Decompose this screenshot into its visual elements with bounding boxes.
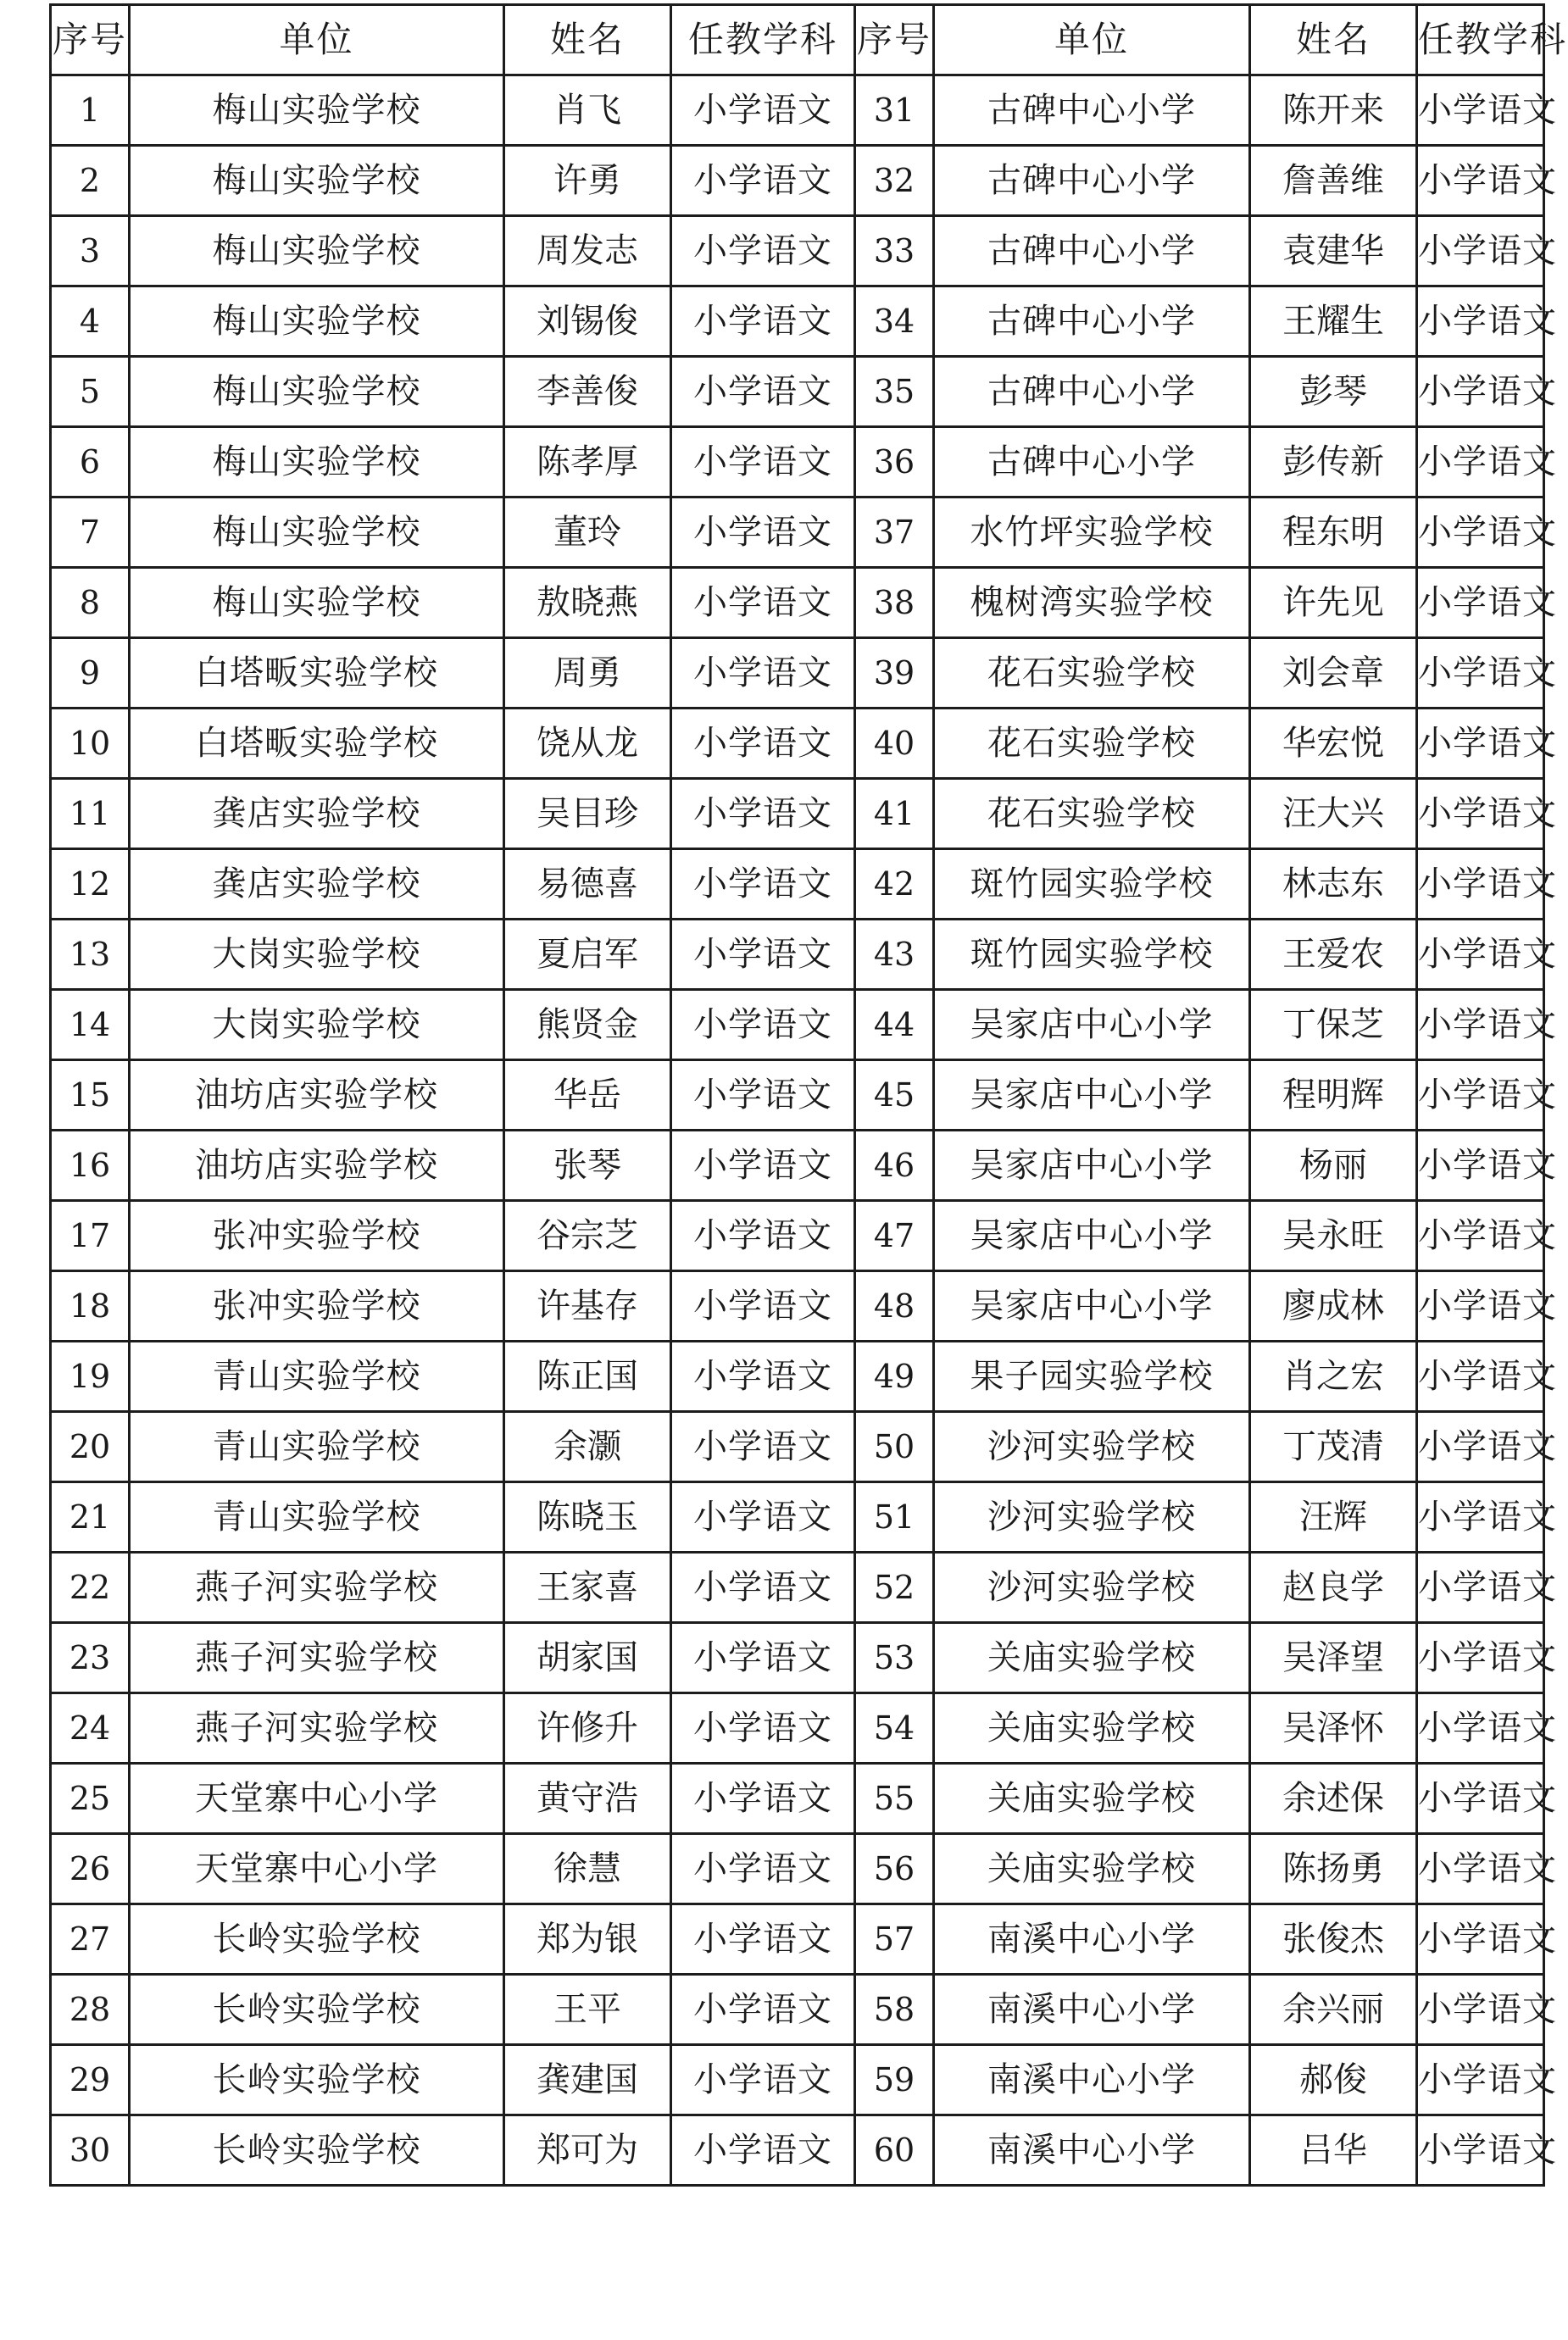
cell-index-right: 40 [855,709,934,779]
cell-unit-left: 龚店实验学校 [130,849,504,920]
cell-name-right: 林志东 [1250,849,1417,920]
cell-subject-left: 小学语文 [671,146,855,216]
cell-name-left: 徐慧 [504,1834,671,1904]
cell-index-right: 45 [855,1060,934,1131]
cell-subject-right: 小学语文 [1417,357,1544,427]
cell-unit-left: 长岭实验学校 [130,2115,504,2186]
cell-subject-left: 小学语文 [671,1482,855,1553]
cell-subject-right: 小学语文 [1417,1482,1544,1553]
cell-subject-left: 小学语文 [671,1693,855,1764]
cell-name-left: 周勇 [504,638,671,709]
cell-unit-right: 吴家店中心小学 [934,1131,1250,1201]
teacher-roster-sheet [49,3,1568,2187]
cell-name-right: 肖之宏 [1250,1342,1417,1412]
cell-name-right: 吴泽望 [1250,1623,1417,1693]
cell-name-right: 袁建华 [1250,216,1417,286]
cell-index-right: 33 [855,216,934,286]
cell-subject-left: 小学语文 [671,1623,855,1693]
cell-index-right: 56 [855,1834,934,1904]
table-row [51,2045,1544,2115]
cell-name-left: 夏启军 [504,920,671,990]
cell-name-right: 程东明 [1250,497,1417,568]
cell-name-right: 程明辉 [1250,1060,1417,1131]
cell-name-left: 董玲 [504,497,671,568]
cell-name-left: 易德喜 [504,849,671,920]
cell-index-right: 41 [855,779,934,849]
header-subject-right: 任教学科 [1417,5,1544,75]
table-row [51,427,1544,497]
cell-unit-right: 古碑中心小学 [934,357,1250,427]
cell-index-right: 53 [855,1623,934,1693]
cell-index-right: 54 [855,1693,934,1764]
cell-name-left: 陈晓玉 [504,1482,671,1553]
cell-unit-left: 梅山实验学校 [130,286,504,357]
cell-unit-left: 大岗实验学校 [130,920,504,990]
cell-unit-left: 长岭实验学校 [130,1904,504,1975]
cell-subject-right: 小学语文 [1417,849,1544,920]
cell-subject-left: 小学语文 [671,990,855,1060]
cell-index-left: 27 [51,1904,130,1975]
cell-subject-right: 小学语文 [1417,990,1544,1060]
table-row [51,1623,1544,1693]
cell-subject-right: 小学语文 [1417,1834,1544,1904]
cell-unit-left: 青山实验学校 [130,1412,504,1482]
cell-unit-right: 南溪中心小学 [934,1975,1250,2045]
cell-name-left: 郑可为 [504,2115,671,2186]
cell-unit-left: 张冲实验学校 [130,1271,504,1342]
cell-index-left: 24 [51,1693,130,1764]
cell-unit-right: 关庙实验学校 [934,1693,1250,1764]
cell-name-left: 张琴 [504,1131,671,1201]
cell-subject-right: 小学语文 [1417,1412,1544,1482]
header-index-left: 序号 [51,5,130,75]
cell-unit-right: 古碑中心小学 [934,146,1250,216]
table-row [51,1271,1544,1342]
cell-index-left: 13 [51,920,130,990]
cell-index-left: 29 [51,2045,130,2115]
table-row [51,990,1544,1060]
cell-name-right: 汪辉 [1250,1482,1417,1553]
table-row [51,779,1544,849]
cell-name-right: 吴泽怀 [1250,1693,1417,1764]
header-name-left: 姓名 [504,5,671,75]
cell-name-right: 丁保芝 [1250,990,1417,1060]
cell-subject-left: 小学语文 [671,1342,855,1412]
cell-unit-right: 槐树湾实验学校 [934,568,1250,638]
cell-name-left: 许基存 [504,1271,671,1342]
cell-name-left: 吴目珍 [504,779,671,849]
cell-index-right: 59 [855,2045,934,2115]
cell-subject-right: 小学语文 [1417,286,1544,357]
cell-name-right: 廖成林 [1250,1271,1417,1342]
teacher-roster-table [49,3,1568,2187]
cell-index-left: 28 [51,1975,130,2045]
cell-index-left: 19 [51,1342,130,1412]
roster-body [51,75,1557,2186]
cell-subject-right: 小学语文 [1417,638,1544,709]
cell-name-right: 华宏悦 [1250,709,1417,779]
cell-name-right: 许先见 [1250,568,1417,638]
cell-index-left: 11 [51,779,130,849]
cell-index-left: 12 [51,849,130,920]
cell-unit-left: 梅山实验学校 [130,75,504,146]
table-row [51,1342,1544,1412]
cell-subject-left: 小学语文 [671,568,855,638]
cell-name-left: 黄守浩 [504,1764,671,1834]
cell-index-left: 26 [51,1834,130,1904]
cell-subject-left: 小学语文 [671,2045,855,2115]
cell-subject-left: 小学语文 [671,1904,855,1975]
cell-unit-right: 关庙实验学校 [934,1834,1250,1904]
cell-name-right: 王耀生 [1250,286,1417,357]
cell-unit-left: 梅山实验学校 [130,427,504,497]
cell-unit-left: 白塔畈实验学校 [130,638,504,709]
header-index-right: 序号 [855,5,934,75]
cell-subject-left: 小学语文 [671,709,855,779]
cell-name-right: 陈开来 [1250,75,1417,146]
cell-index-left: 6 [51,427,130,497]
table-row [51,1482,1544,1553]
cell-unit-right: 果子园实验学校 [934,1342,1250,1412]
cell-index-right: 46 [855,1131,934,1201]
cell-index-left: 21 [51,1482,130,1553]
cell-unit-right: 花石实验学校 [934,709,1250,779]
cell-unit-right: 花石实验学校 [934,638,1250,709]
cell-subject-right: 小学语文 [1417,709,1544,779]
cell-unit-left: 龚店实验学校 [130,779,504,849]
cell-index-right: 32 [855,146,934,216]
cell-unit-right: 沙河实验学校 [934,1412,1250,1482]
cell-index-left: 20 [51,1412,130,1482]
header-row [51,5,1544,75]
cell-subject-right: 小学语文 [1417,1342,1544,1412]
cell-name-left: 许修升 [504,1693,671,1764]
cell-subject-left: 小学语文 [671,1412,855,1482]
cell-subject-left: 小学语文 [671,1271,855,1342]
header-unit-right: 单位 [934,5,1250,75]
table-row [51,1904,1544,1975]
cell-subject-right: 小学语文 [1417,1975,1544,2045]
cell-index-left: 10 [51,709,130,779]
cell-name-left: 胡家国 [504,1623,671,1693]
cell-subject-right: 小学语文 [1417,920,1544,990]
cell-unit-right: 南溪中心小学 [934,2115,1250,2186]
cell-index-left: 3 [51,216,130,286]
cell-name-right: 吴永旺 [1250,1201,1417,1271]
header-subject-left: 任教学科 [671,5,855,75]
table-row [51,1975,1544,2045]
cell-unit-left: 青山实验学校 [130,1342,504,1412]
cell-unit-left: 长岭实验学校 [130,2045,504,2115]
cell-subject-left: 小学语文 [671,1060,855,1131]
cell-index-left: 17 [51,1201,130,1271]
table-row [51,216,1544,286]
cell-unit-left: 梅山实验学校 [130,146,504,216]
cell-subject-right: 小学语文 [1417,568,1544,638]
cell-index-left: 4 [51,286,130,357]
header-unit-left: 单位 [130,5,504,75]
cell-subject-left: 小学语文 [671,779,855,849]
cell-subject-left: 小学语文 [671,1764,855,1834]
cell-subject-right: 小学语文 [1417,1693,1544,1764]
cell-name-right: 赵良学 [1250,1553,1417,1623]
cell-index-right: 55 [855,1764,934,1834]
cell-unit-right: 南溪中心小学 [934,2045,1250,2115]
cell-unit-left: 油坊店实验学校 [130,1060,504,1131]
table-row [51,849,1544,920]
cell-unit-left: 梅山实验学校 [130,216,504,286]
cell-index-right: 57 [855,1904,934,1975]
cell-index-right: 51 [855,1482,934,1553]
cell-index-right: 31 [855,75,934,146]
cell-index-left: 15 [51,1060,130,1131]
cell-index-left: 1 [51,75,130,146]
cell-index-right: 37 [855,497,934,568]
cell-unit-right: 斑竹园实验学校 [934,849,1250,920]
cell-subject-right: 小学语文 [1417,1271,1544,1342]
cell-unit-left: 张冲实验学校 [130,1201,504,1271]
cell-name-left: 肖飞 [504,75,671,146]
table-row [51,75,1544,146]
cell-name-left: 华岳 [504,1060,671,1131]
cell-unit-right: 吴家店中心小学 [934,990,1250,1060]
cell-subject-right: 小学语文 [1417,1623,1544,1693]
cell-index-right: 60 [855,2115,934,2186]
cell-index-left: 5 [51,357,130,427]
cell-name-right: 王爱农 [1250,920,1417,990]
cell-index-left: 30 [51,2115,130,2186]
cell-subject-left: 小学语文 [671,1553,855,1623]
cell-unit-left: 燕子河实验学校 [130,1693,504,1764]
cell-unit-left: 油坊店实验学校 [130,1131,504,1201]
cell-subject-right: 小学语文 [1417,1060,1544,1131]
cell-subject-right: 小学语文 [1417,2045,1544,2115]
cell-subject-right: 小学语文 [1417,1131,1544,1201]
cell-subject-right: 小学语文 [1417,427,1544,497]
cell-subject-left: 小学语文 [671,286,855,357]
cell-subject-right: 小学语文 [1417,779,1544,849]
cell-index-left: 22 [51,1553,130,1623]
table-row [51,1834,1544,1904]
cell-name-left: 龚建国 [504,2045,671,2115]
cell-unit-right: 沙河实验学校 [934,1553,1250,1623]
cell-name-right: 汪大兴 [1250,779,1417,849]
cell-name-left: 饶从龙 [504,709,671,779]
cell-subject-right: 小学语文 [1417,216,1544,286]
cell-name-right: 彭传新 [1250,427,1417,497]
cell-index-left: 2 [51,146,130,216]
cell-subject-right: 小学语文 [1417,75,1544,146]
table-row [51,1553,1544,1623]
table-row [51,638,1544,709]
cell-subject-left: 小学语文 [671,1834,855,1904]
cell-index-left: 23 [51,1623,130,1693]
cell-name-right: 余述保 [1250,1764,1417,1834]
cell-unit-right: 水竹坪实验学校 [934,497,1250,568]
cell-subject-left: 小学语文 [671,1201,855,1271]
cell-index-left: 9 [51,638,130,709]
cell-subject-right: 小学语文 [1417,1904,1544,1975]
cell-unit-right: 吴家店中心小学 [934,1201,1250,1271]
table-row [51,1201,1544,1271]
table-row [51,1412,1544,1482]
cell-unit-left: 天堂寨中心小学 [130,1764,504,1834]
cell-unit-right: 花石实验学校 [934,779,1250,849]
cell-unit-right: 关庙实验学校 [934,1764,1250,1834]
cell-subject-left: 小学语文 [671,1975,855,2045]
cell-index-right: 43 [855,920,934,990]
cell-index-right: 42 [855,849,934,920]
cell-unit-left: 长岭实验学校 [130,1975,504,2045]
cell-subject-right: 小学语文 [1417,2115,1544,2186]
table-row [51,1060,1544,1131]
cell-name-right: 陈扬勇 [1250,1834,1417,1904]
cell-subject-right: 小学语文 [1417,146,1544,216]
cell-subject-left: 小学语文 [671,497,855,568]
cell-name-right: 刘会章 [1250,638,1417,709]
cell-unit-right: 古碑中心小学 [934,286,1250,357]
cell-subject-left: 小学语文 [671,920,855,990]
cell-subject-left: 小学语文 [671,638,855,709]
cell-name-left: 敖晓燕 [504,568,671,638]
cell-unit-left: 白塔畈实验学校 [130,709,504,779]
cell-unit-right: 南溪中心小学 [934,1904,1250,1975]
cell-index-right: 52 [855,1553,934,1623]
cell-subject-right: 小学语文 [1417,1553,1544,1623]
cell-name-right: 丁茂清 [1250,1412,1417,1482]
table-row [51,1693,1544,1764]
cell-subject-left: 小学语文 [671,849,855,920]
table-row [51,709,1544,779]
cell-name-left: 郑为银 [504,1904,671,1975]
header-name-right: 姓名 [1250,5,1417,75]
cell-subject-left: 小学语文 [671,357,855,427]
cell-name-left: 王家喜 [504,1553,671,1623]
cell-unit-left: 梅山实验学校 [130,497,504,568]
cell-name-left: 李善俊 [504,357,671,427]
cell-name-right: 彭琴 [1250,357,1417,427]
cell-unit-right: 古碑中心小学 [934,216,1250,286]
cell-index-right: 47 [855,1201,934,1271]
table-row [51,146,1544,216]
table-row [51,2115,1544,2186]
cell-index-right: 44 [855,990,934,1060]
cell-index-left: 16 [51,1131,130,1201]
table-row [51,568,1544,638]
cell-subject-right: 小学语文 [1417,1764,1544,1834]
cell-name-right: 张俊杰 [1250,1904,1417,1975]
cell-unit-right: 吴家店中心小学 [934,1060,1250,1131]
cell-index-left: 25 [51,1764,130,1834]
cell-name-left: 陈正国 [504,1342,671,1412]
cell-name-right: 郝俊 [1250,2045,1417,2115]
cell-index-right: 58 [855,1975,934,2045]
cell-subject-right: 小学语文 [1417,1201,1544,1271]
cell-index-right: 50 [855,1412,934,1482]
table-row [51,357,1544,427]
cell-unit-right: 古碑中心小学 [934,427,1250,497]
cell-name-right: 余兴丽 [1250,1975,1417,2045]
cell-name-left: 余灏 [504,1412,671,1482]
cell-subject-left: 小学语文 [671,2115,855,2186]
cell-unit-left: 大岗实验学校 [130,990,504,1060]
cell-subject-right: 小学语文 [1417,497,1544,568]
cell-name-right: 詹善维 [1250,146,1417,216]
cell-index-left: 18 [51,1271,130,1342]
cell-subject-left: 小学语文 [671,216,855,286]
cell-name-left: 熊贤金 [504,990,671,1060]
cell-unit-right: 古碑中心小学 [934,75,1250,146]
cell-unit-right: 斑竹园实验学校 [934,920,1250,990]
cell-unit-left: 梅山实验学校 [130,357,504,427]
cell-name-right: 杨丽 [1250,1131,1417,1201]
cell-index-right: 38 [855,568,934,638]
cell-index-right: 49 [855,1342,934,1412]
cell-index-left: 8 [51,568,130,638]
cell-index-right: 39 [855,638,934,709]
cell-index-right: 48 [855,1271,934,1342]
cell-name-right: 吕华 [1250,2115,1417,2186]
cell-subject-left: 小学语文 [671,1131,855,1201]
cell-name-left: 陈孝厚 [504,427,671,497]
cell-unit-left: 天堂寨中心小学 [130,1834,504,1904]
table-row [51,497,1544,568]
cell-name-left: 王平 [504,1975,671,2045]
cell-unit-left: 青山实验学校 [130,1482,504,1553]
table-row [51,1131,1544,1201]
cell-name-left: 谷宗芝 [504,1201,671,1271]
cell-index-left: 14 [51,990,130,1060]
cell-index-left: 7 [51,497,130,568]
cell-index-right: 34 [855,286,934,357]
cell-unit-right: 沙河实验学校 [934,1482,1250,1553]
cell-index-right: 36 [855,427,934,497]
cell-unit-left: 燕子河实验学校 [130,1623,504,1693]
cell-name-left: 刘锡俊 [504,286,671,357]
cell-unit-right: 关庙实验学校 [934,1623,1250,1693]
table-row [51,920,1544,990]
cell-unit-left: 燕子河实验学校 [130,1553,504,1623]
cell-name-left: 许勇 [504,146,671,216]
table-row [51,1764,1544,1834]
cell-subject-left: 小学语文 [671,427,855,497]
cell-unit-left: 梅山实验学校 [130,568,504,638]
cell-index-right: 35 [855,357,934,427]
cell-subject-left: 小学语文 [671,75,855,146]
table-row [51,286,1544,357]
cell-name-left: 周发志 [504,216,671,286]
cell-unit-right: 吴家店中心小学 [934,1271,1250,1342]
